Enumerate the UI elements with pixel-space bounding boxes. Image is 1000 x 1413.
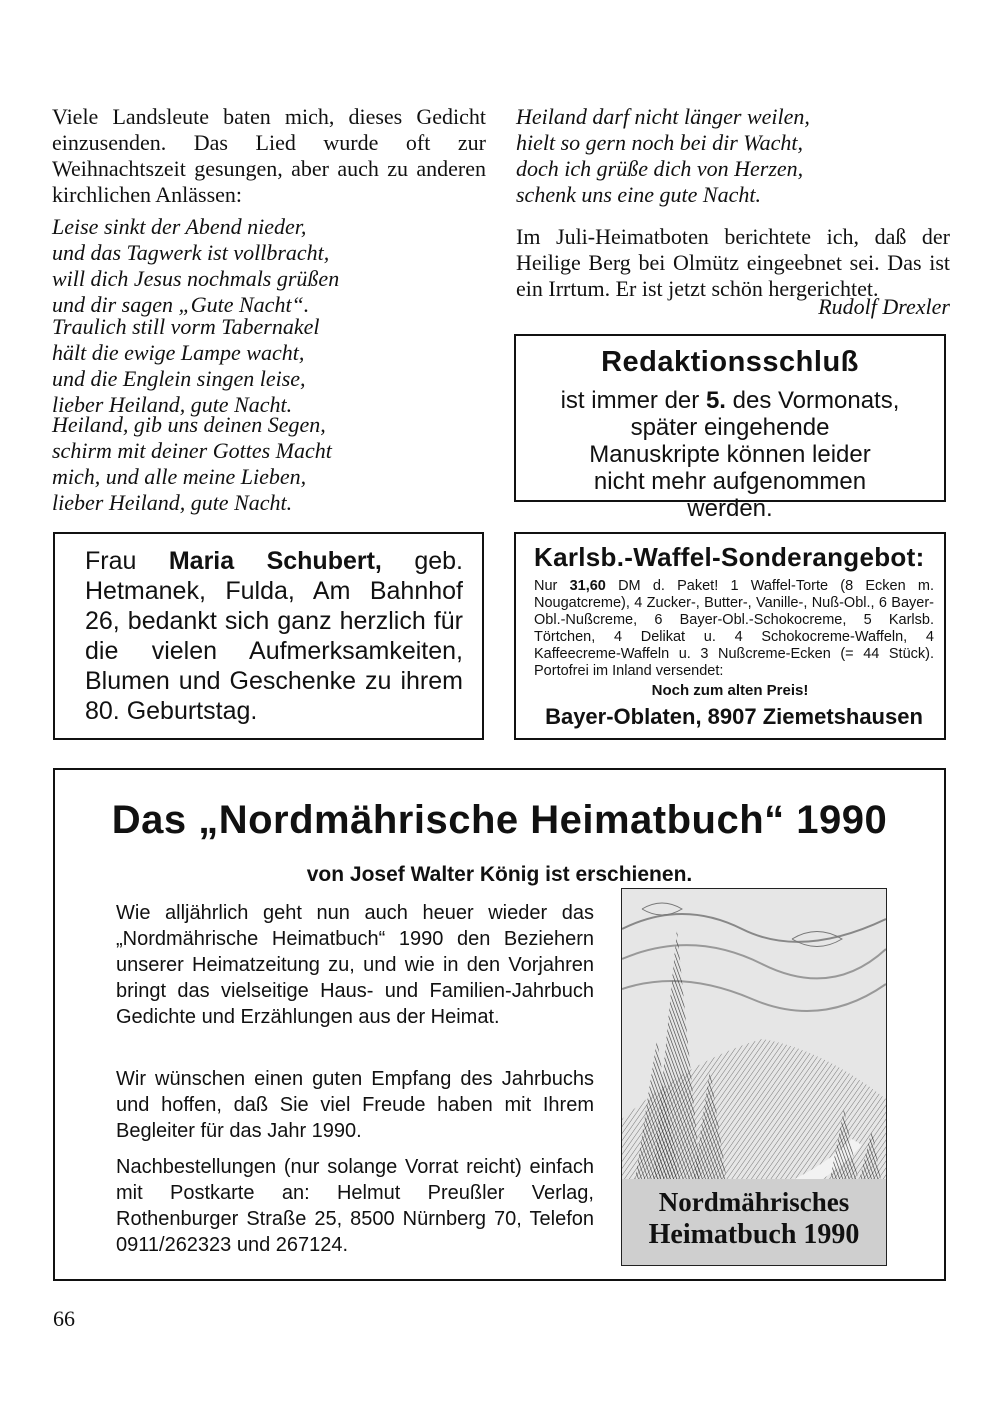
heimatbuch-box — [53, 768, 946, 1281]
intro-text: Viele Landsleute baten mich, dieses Gedicht einzusenden. Das Lied wurde oft zur Weihnachtszeit gesungen, aber auch zu anderen kirchlichen Anlässen: — [52, 104, 486, 207]
poem-stanza-4 — [516, 104, 950, 208]
heimatbuch-paragraph-3: Nachbestellungen (nur solange Vorrat reicht) einfach mit Postkarte an: Helmut Preußler Verlag, Rothenburger Straße 25, 8500 Nürnberg 70, Telefon 0911/262323 und 267124. — [116, 1156, 594, 1256]
poem-line: Heiland darf nicht länger weilen, — [516, 104, 810, 129]
poem-line: schirm mit deiner Gottes Macht — [52, 438, 332, 463]
heimatbuch-headline: Das „Nordmährische Heimatbuch“ 1990 — [111, 798, 888, 842]
waffel-stock-note: Noch zum alten Preis! — [651, 682, 809, 699]
thanks-box — [53, 532, 484, 740]
thanks-text — [85, 546, 463, 726]
poem-line: hält die ewige Lampe wacht, — [52, 340, 305, 365]
waffel-vendor: Bayer-Oblaten, 8907 Ziemetshausen — [545, 704, 923, 729]
poem-line: und das Tagwerk ist vollbracht, — [52, 240, 330, 265]
book-cover-image — [621, 888, 887, 1266]
poem-line: hielt so gern noch bei dir Wacht, — [516, 130, 803, 155]
waffel-pre: Nur — [534, 578, 570, 594]
poem-line: Traulich still vorm Tabernakel — [52, 314, 320, 339]
waffel-body — [534, 578, 934, 680]
poem-line: doch ich grüße dich von Herzen, — [516, 156, 804, 181]
book-cover-title-line1: Nordmährisches — [658, 1187, 850, 1217]
page-number: 66 — [53, 1306, 75, 1331]
deadline-body — [516, 387, 944, 522]
deadline-line1-pre: ist immer der — [560, 387, 706, 414]
poem-line: mich, und alle meine Lieben, — [52, 464, 307, 489]
thanks-pre: Frau — [85, 547, 169, 575]
poem-line: Leise sinkt der Abend nieder, — [52, 214, 307, 239]
poem-line: lieber Heiland, gute Nacht. — [52, 392, 293, 417]
deadline-day: 5. — [705, 387, 726, 414]
deadline-rest: später eingehende Manuskripte können leider nicht mehr aufgenommen werden. — [589, 414, 871, 522]
poem-line: lieber Heiland, gute Nacht. — [52, 490, 293, 515]
poem-line: schenk uns eine gute Nacht. — [516, 182, 761, 207]
poem-stanza-1 — [52, 214, 486, 318]
poem-line: will dich Jesus nochmals grüßen — [52, 266, 340, 291]
heimatbuch-subline: von Josef Walter König ist erschienen. — [306, 863, 693, 886]
poem-stanza-2 — [52, 314, 486, 418]
deadline-box — [514, 334, 946, 522]
deadline-line1-post: des Vormonats, — [725, 387, 900, 414]
thanks-body: geb. Hetmanek, Fulda, Am Bahnhof 26, bedankt sich ganz herzlich für die vielen Aufmerksamkeiten, Blumen und Geschenke zu ihrem 80. Geburtstag. — [85, 547, 463, 725]
deadline-title: Redaktionsschluß — [601, 346, 859, 378]
correction-note: Im Juli-Heimatboten berichtete ich, daß der Heilige Berg bei Olmütz eingeebnet sei. Das ist ein Irrtum. Er ist jetzt schön hergerichtet. — [516, 224, 950, 301]
poem-stanza-3 — [52, 412, 486, 516]
waffel-offer-box — [514, 532, 946, 740]
poem-line: und dir sagen „Gute Nacht“. — [52, 292, 310, 317]
waffel-price: 31,60 — [569, 578, 606, 594]
book-cover-title-line2: Heimatbuch 1990 — [648, 1219, 860, 1250]
waffel-title: Karlsb.-Waffel-Sonderangebot: — [534, 542, 925, 572]
heimatbuch-paragraph-1: Wie alljährlich geht nun auch heuer wieder das „Nordmährische Heimatbuch“ 1990 den Beziehern unserer Heimatzeitung zu, und wie in den Vorjahren bringt das vielseitige Haus- und Familien-Jahrbuch Gedichte und Erzählungen aus der Heimat. — [116, 902, 594, 1028]
thanks-name: Maria Schubert, — [168, 547, 382, 575]
heimatbuch-paragraph-2: Wir wünschen einen guten Empfang des Jahrbuchs und hoffen, daß Sie viel Freude haben mit Ihrem Begleiter für das Jahr 1990. — [116, 1068, 594, 1142]
author-signature: Rudolf Drexler — [818, 294, 950, 319]
poem-line: Heiland, gib uns deinen Segen, — [52, 412, 326, 437]
waffel-details: DM d. Paket! 1 Waffel-Torte (8 Ecken m. Nougatcreme), 4 Zucker-, Butter-, Vanille-, Nuß-Obl., 6 Bayer-Obl.-Nußcreme, 6 Bayer-Obl.-Schokocreme, 5 Karlsb. Törtchen, 4 Delikat u. 4 Schokocreme-Waffeln, 4 Kaffeecreme-Waffeln u. 3 Nußcreme-Ecken (= 44 Stück). Portofrei im Inland versendet: — [534, 578, 934, 679]
poem-line: und die Englein singen leise, — [52, 366, 306, 391]
